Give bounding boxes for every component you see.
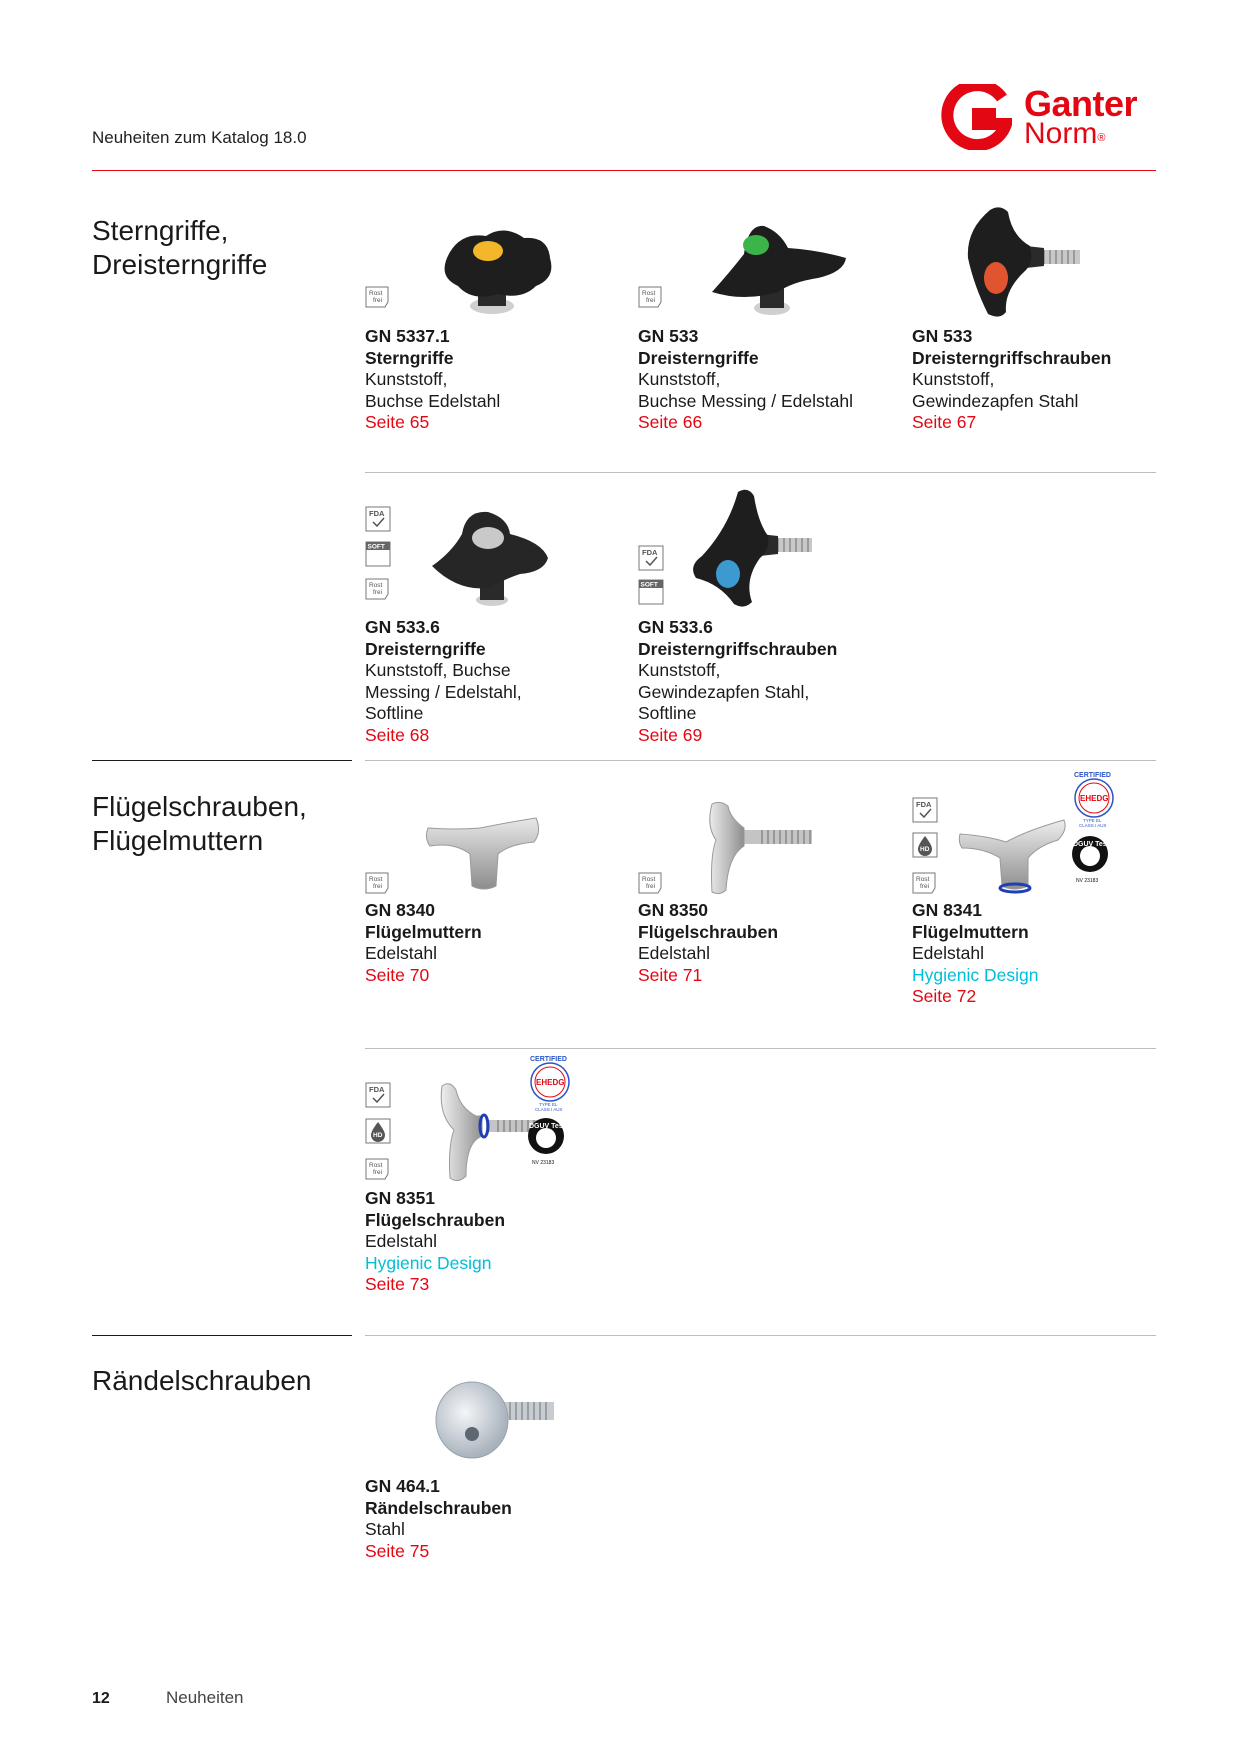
svg-text:Rost: Rost [369,876,383,883]
svg-text:CERTIFIED: CERTIFIED [1074,772,1111,779]
product-gn-533-schrauben[interactable] [912,326,1162,434]
section-title-sterngriffe: Sterngriffe, Dreisterngriffe [92,215,268,280]
section-divider [92,1335,352,1336]
ehedg-certified-icon [1064,768,1124,828]
product-name: Rändelschrauben [365,1497,512,1518]
row-divider [365,472,1156,473]
footer-section-label: Neuheiten [166,1688,244,1707]
catalog-subtitle: Neuheiten zum Katalog 18.0 [92,128,307,147]
soft-badge [638,579,664,605]
hd-badge [365,1118,391,1144]
product-code: GN 8350 [638,900,709,920]
product-description: Kunststoff, Buchse Messing / Edelstahl [638,369,853,411]
hygienic-wing-nut-image [958,816,1070,896]
svg-text:SOFT: SOFT [640,581,658,589]
svg-text:FDA: FDA [369,509,385,518]
svg-text:FDA: FDA [369,1085,385,1094]
rostfrei-badge [365,578,389,600]
svg-text:SOFT: SOFT [367,543,385,551]
product-code: GN 533.6 [365,617,440,637]
svg-text:frei: frei [373,589,383,596]
wing-screw-image [700,800,820,900]
page-link[interactable]: Seite 73 [365,1274,430,1294]
product-description: Stahl [365,1519,405,1539]
color-dot [743,235,769,255]
svg-text:CLASS I AUX: CLASS I AUX [1079,823,1107,828]
product-name: Dreisterngriffe [638,347,759,368]
page-link[interactable]: Seite 69 [638,724,703,745]
svg-text:EHEDG: EHEDG [536,1078,565,1087]
svg-text:Rost: Rost [642,876,656,883]
svg-text:CERTIFIED: CERTIFIED [530,1056,567,1063]
dguv-test-icon [1066,832,1120,884]
svg-text:Rost: Rost [916,876,930,883]
row-divider [365,1335,1156,1336]
soft-badge [365,541,391,567]
product-code: GN 533 [912,326,973,346]
page-link[interactable]: Seite 70 [365,964,430,985]
product-gn-533-griffe[interactable] [638,326,888,434]
svg-text:FDA: FDA [916,800,932,809]
product-name: Dreisterngriffe [365,638,486,659]
product-code: GN 464.1 [365,1476,440,1496]
svg-text:Rost: Rost [369,582,383,589]
rostfrei-badge [365,872,389,894]
product-code: GN 8340 [365,900,436,920]
fda-badge [365,506,391,532]
star-knob-image [432,226,572,316]
svg-text:frei: frei [646,297,656,304]
ganter-norm-logo [940,84,1155,152]
svg-text:Rost: Rost [369,1162,383,1169]
product-code: GN 533 [638,326,699,346]
product-description: Kunststoff, Buchse Edelstahl [365,369,501,411]
rostfrei-badge [912,872,936,894]
page-number: 12 [92,1690,110,1707]
fda-badge [365,1082,391,1108]
product-description: Edelstahl [638,943,710,963]
color-dot [473,241,503,261]
row-divider [365,760,1156,761]
product-gn-533-6-griffe[interactable] [365,617,615,746]
product-gn-5337-1[interactable] [365,326,615,434]
ganter-g-icon [940,84,1012,150]
svg-text:NV 23183: NV 23183 [1076,878,1099,884]
color-dot [984,262,1008,294]
fda-badge [638,545,664,571]
three-star-knob-softline-image [428,508,578,608]
svg-text:frei: frei [373,297,383,304]
product-description: Kunststoff, Gewindezapfen Stahl [912,369,1079,411]
product-name: Flügelmuttern [365,921,482,942]
svg-text:frei: frei [373,883,383,890]
page-link[interactable]: Seite 65 [365,412,430,432]
rostfrei-badge [365,1158,389,1180]
three-star-screw-softline-image [688,488,818,612]
svg-text:Rost: Rost [642,290,656,297]
product-name: Sterngriffe [365,347,454,368]
product-name: Flügelschrauben [365,1209,506,1230]
page-link[interactable]: Seite 75 [365,1540,430,1561]
product-description: Kunststoff, Buchse Messing / Edelstahl, Softline [365,660,522,723]
svg-text:FDA: FDA [642,548,658,557]
svg-text:DGUV Test: DGUV Test [1073,841,1110,848]
product-description: Kunststoff, Gewindezapfen Stahl, Softline [638,660,810,723]
product-code: GN 533.6 [638,617,713,637]
product-name: Flügelmuttern [912,921,1029,942]
product-description: Edelstahl [365,1231,437,1251]
header-divider [92,170,1156,171]
color-dot [716,560,740,588]
rostfrei-badge [638,286,662,308]
section-title-raendelschrauben: Rändelschrauben [92,1365,312,1396]
svg-text:frei: frei [920,883,930,890]
brand-name-line2: Norm® [1024,117,1106,150]
hygienic-design-label: Hygienic Design [912,964,1039,985]
page-link[interactable]: Seite 68 [365,724,430,745]
product-gn-8350[interactable] [638,900,888,986]
three-star-knob-image [700,220,850,320]
product-code: GN 5337.1 [365,326,450,346]
product-code: GN 8341 [912,900,983,920]
rostfrei-badge [638,872,662,894]
dguv-test-icon [522,1114,576,1166]
svg-text:TYPE EL: TYPE EL [1083,818,1102,823]
svg-text:CLASS I AUX: CLASS I AUX [535,1107,563,1112]
product-name: Dreisterngriffschrauben [638,638,838,659]
product-gn-8351[interactable] [365,1188,615,1296]
svg-text:HD: HD [920,846,930,853]
product-description: Edelstahl [912,943,984,963]
row-divider [365,1048,1156,1049]
product-gn-533-6-schrauben[interactable] [638,617,888,746]
product-name: Dreisterngriffschrauben [912,347,1112,368]
hygienic-design-label: Hygienic Design [365,1252,492,1273]
section-title-fluegelschrauben: Flügelschrauben, Flügelmuttern [92,791,307,856]
svg-text:HD: HD [373,1132,383,1139]
svg-text:frei: frei [646,883,656,890]
brand-name-line1: Ganter [1024,83,1138,124]
rostfrei-badge [365,286,389,308]
svg-text:EHEDG: EHEDG [1080,794,1109,803]
page-link[interactable]: Seite 66 [638,412,703,432]
svg-text:DGUV Test: DGUV Test [529,1123,566,1130]
color-dot [472,527,504,549]
svg-text:NV 23183: NV 23183 [532,1160,555,1166]
ehedg-certified-icon [520,1052,580,1112]
knurled-screw-image [428,1374,558,1464]
product-gn-8341[interactable] [912,900,1162,1008]
product-code: GN 8351 [365,1188,436,1208]
product-gn-464-1[interactable] [365,1476,615,1562]
svg-text:TYPE EL: TYPE EL [539,1102,558,1107]
page-link[interactable]: Seite 71 [638,964,703,985]
page-link[interactable]: Seite 72 [912,986,977,1006]
product-description: Edelstahl [365,943,437,963]
section-divider [92,760,352,761]
svg-text:frei: frei [373,1169,383,1176]
fda-badge [912,797,938,823]
product-name: Flügelschrauben [638,921,779,942]
wing-nut-image [424,812,544,892]
svg-text:Rost: Rost [369,290,383,297]
hd-badge [912,832,938,858]
product-gn-8340[interactable] [365,900,615,986]
three-star-screw-image [960,206,1090,322]
page-link[interactable]: Seite 67 [912,412,977,432]
